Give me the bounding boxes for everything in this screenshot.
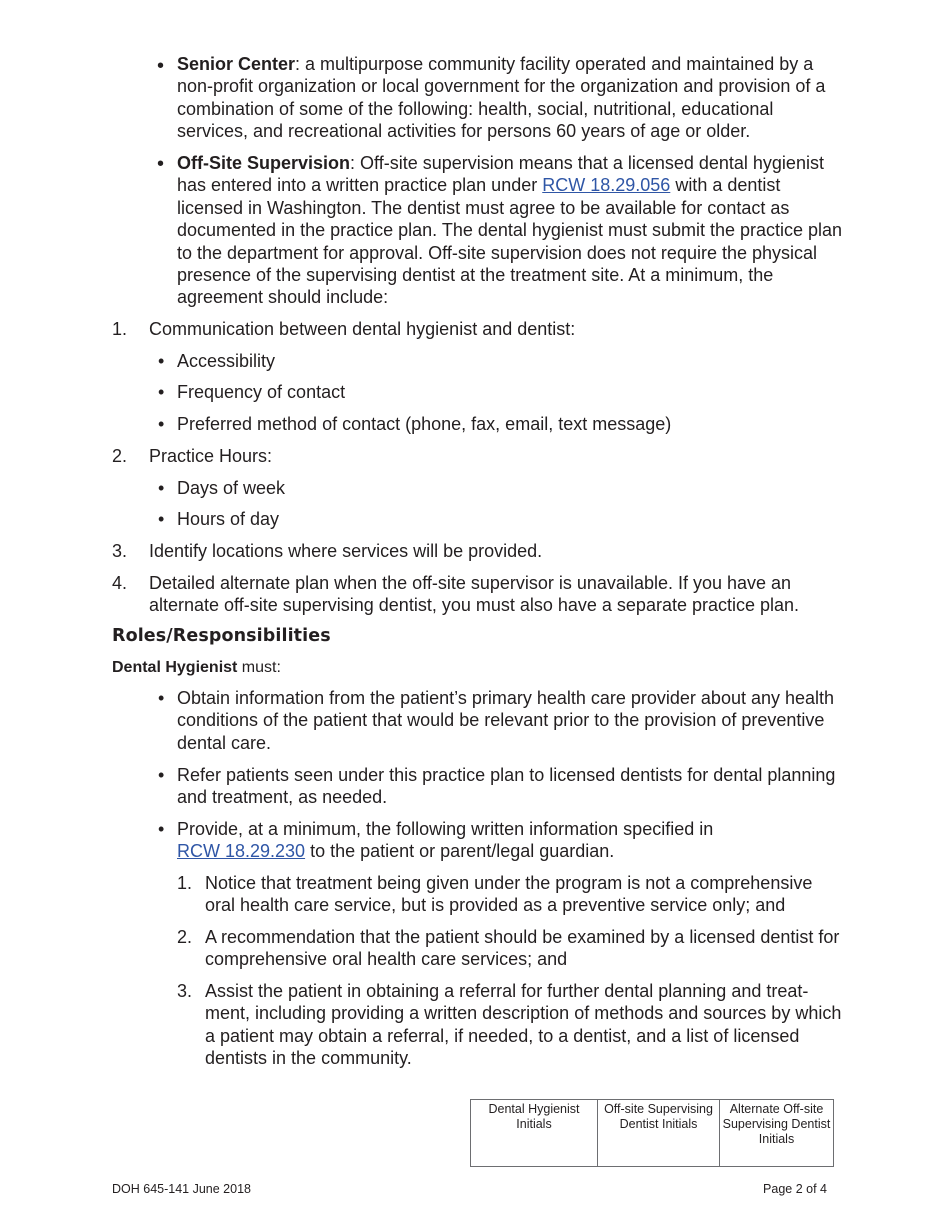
- item-text: Assist the patient in obtaining a referral for further dental planning and treat-ment, including providing a written description of methods and sources by which a patient may obtain a referral, if needed, to a dentist, and a list of licensed dentists in the community.: [205, 981, 842, 1069]
- list-item: Hours of day: [177, 509, 280, 529]
- item-text: Communication between dental hygienist and dentist:: [149, 319, 576, 339]
- bullet-icon: •: [158, 765, 165, 785]
- item-number: 2.: [177, 927, 193, 947]
- initials-cell-supervising-dentist[interactable]: Off-site Supervising Dentist Initials: [598, 1100, 720, 1167]
- bullet-icon: •: [158, 688, 165, 708]
- bullet-icon: •: [158, 351, 165, 371]
- provide-text: Provide, at a minimum, the following written information specified in: [177, 819, 714, 839]
- bullet-icon: •: [158, 478, 165, 498]
- list-item: Days of week: [177, 478, 286, 498]
- list-item: Frequency of contact: [177, 382, 346, 402]
- bullet-icon: •: [158, 382, 165, 402]
- list-item: Preferred method of contact (phone, fax, email, text message): [177, 414, 672, 434]
- item-text: Notice that treatment being given under the program is not a comprehensive oral health care service, but is provided as a preventive service only; and: [205, 873, 813, 916]
- definition-senior-center: [177, 53, 847, 143]
- footer-page-number: Page 2 of 4: [763, 1182, 827, 1196]
- initials-table: [470, 1099, 834, 1167]
- hygienist-suffix: must:: [237, 659, 281, 676]
- list-item: Refer patients seen under this practice plan to licensed dentists for dental planning and treatment, as needed.: [177, 765, 836, 808]
- rcw-18-29-230-link[interactable]: RCW 18.29.230: [177, 841, 306, 862]
- bullet-icon: •: [158, 509, 165, 529]
- list-item-provide: [177, 818, 847, 863]
- item-text: Identify locations where services will be provided.: [149, 541, 543, 561]
- item-text: A recommendation that the patient should be examined by a licensed dentist for comprehensive oral health care services; and: [205, 927, 840, 970]
- list-item: Obtain information from the patient’s primary health care provider about any health conditions of the patient that would be relevant prior to the provision of preventive dental care.: [177, 688, 835, 753]
- provide-text: to the patient or parent/legal guardian.: [305, 841, 615, 862]
- item-number: 4.: [112, 573, 128, 593]
- initials-cell-hygienist[interactable]: Dental Hygienist Initials: [471, 1100, 598, 1167]
- initials-cell-alternate-dentist[interactable]: Alternate Off-site Supervising Dentist Initials: [720, 1100, 834, 1167]
- definition-text: with a dentist licensed in Washington. The dentist must agree to be available for contact as documented in the practice plan. The dental hygienist must submit the practice plan to the department for approval. Off-site supervision does not require the physical presence of the supervising dentist at the treatment site. At a minimum, the agreement should include:: [177, 175, 843, 308]
- definition-off-site-supervision: [177, 152, 847, 309]
- term-off-site-supervision: Off-Site Supervision: [177, 153, 351, 173]
- bullet-icon: •: [157, 55, 165, 77]
- hygienist-label: Dental Hygienist: [112, 659, 238, 676]
- item-number: 3.: [177, 981, 193, 1001]
- subheading-dental-hygienist: [112, 658, 281, 678]
- bullet-icon: •: [157, 153, 165, 175]
- rcw-18-29-056-link[interactable]: RCW 18.29.056: [542, 175, 671, 196]
- definition-text: : a multipurpose community facility operated and maintained by a non-profit organization or local government for the organization and provision of a combination of some of the following: health, social, nutritional, educational services, and recreational activities for persons 60 years of age or older.: [177, 54, 826, 142]
- list-item: Accessibility: [177, 351, 276, 371]
- definition-text: : Off-site supervision means that a licensed dental hygienist has entered into a written practice plan under: [177, 153, 824, 196]
- item-text: Detailed alternate plan when the off-site supervisor is unavailable. If you have an alternate off-site supervising dentist, you must also have a separate practice plan.: [149, 573, 800, 616]
- term-senior-center: Senior Center: [177, 54, 296, 74]
- item-number: 1.: [112, 319, 128, 339]
- section-heading: Roles/Responsibilities: [112, 626, 331, 646]
- footer-form-id: DOH 645-141 June 2018: [112, 1182, 251, 1196]
- item-text: Practice Hours:: [149, 446, 273, 466]
- item-number: 1.: [177, 873, 193, 893]
- item-number: 3.: [112, 541, 128, 561]
- bullet-icon: •: [158, 819, 165, 839]
- bullet-icon: •: [158, 414, 165, 434]
- item-number: 2.: [112, 446, 128, 466]
